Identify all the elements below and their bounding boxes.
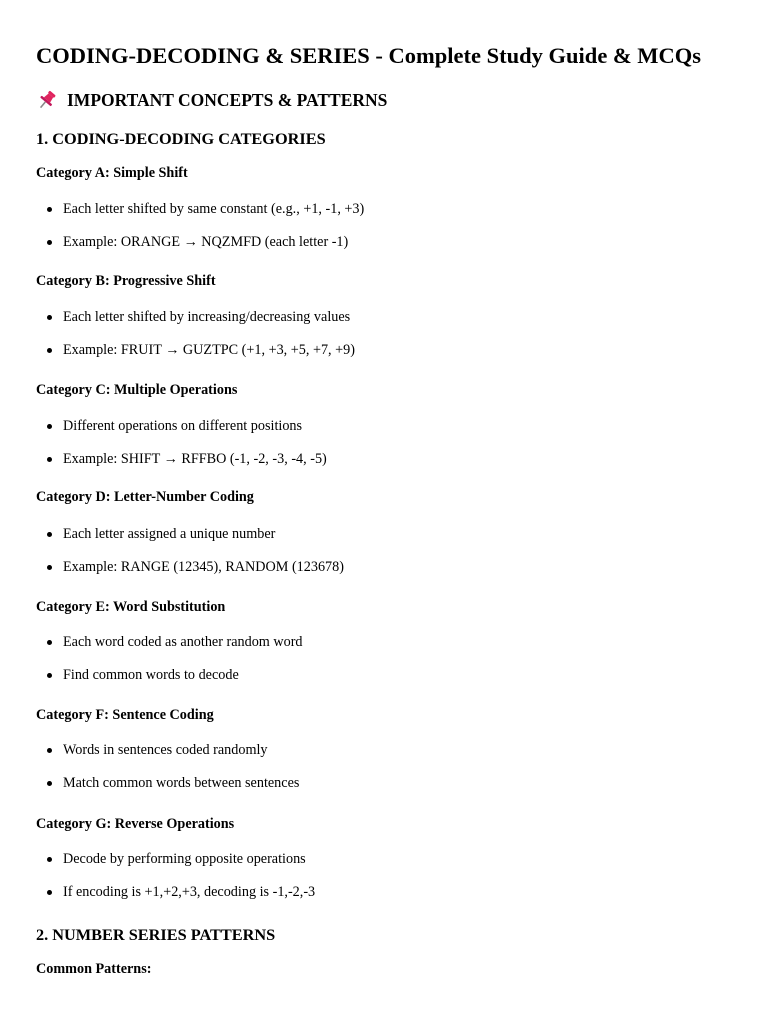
category-title: Category A: Simple Shift: [36, 165, 188, 181]
bullet-icon: [47, 348, 52, 353]
list-item: [36, 849, 306, 869]
document-title: CODING-DECODING & SERIES - Complete Study Guide & MCQs: [36, 43, 702, 68]
list-item: [36, 882, 315, 902]
list-item: [36, 199, 364, 219]
bullet-icon: [47, 673, 52, 678]
subsection-heading-coding: 1. CODING-DECODING CATEGORIES: [36, 129, 326, 148]
list-item-text: Each word coded as another random word: [63, 634, 303, 650]
list-item-text: Words in sentences coded randomly: [63, 742, 268, 758]
pushpin-icon: [36, 89, 58, 111]
list-item: [36, 665, 239, 685]
list-item: [36, 449, 327, 469]
category-title: Category D: Letter-Number Coding: [36, 489, 254, 505]
category-title: Category B: Progressive Shift: [36, 273, 216, 289]
list-item-text: Find common words to decode: [63, 667, 239, 683]
list-item-text: Different operations on different positions: [63, 418, 303, 434]
list-item: [36, 740, 268, 760]
list-item: [36, 307, 350, 327]
bullet-icon: [47, 640, 52, 645]
list-item-text: Each letter shifted by increasing/decreasing values: [63, 309, 351, 325]
list-item-text: Match common words between sentences: [63, 775, 300, 791]
common-patterns-label: Common Patterns:: [36, 961, 152, 977]
list-item: [36, 632, 303, 652]
list-item: [36, 232, 348, 252]
bullet-icon: [47, 240, 52, 245]
list-item-text: Example: RANGE (12345), RANDOM (123678): [63, 559, 344, 575]
bullet-icon: [47, 890, 52, 895]
list-item-text: Decode by performing opposite operations: [63, 851, 306, 867]
bullet-icon: [47, 781, 52, 786]
list-item: [36, 557, 344, 577]
subsection-heading-number-series: 2. NUMBER SERIES PATTERNS: [36, 925, 276, 944]
section-heading: [36, 87, 387, 113]
list-item-text: Each letter shifted by same constant (e.g., +1, -1, +3): [63, 201, 365, 217]
list-item: [36, 773, 299, 793]
list-item: [36, 524, 275, 544]
category-title: Category F: Sentence Coding: [36, 707, 214, 723]
category-title: Category G: Reverse Operations: [36, 816, 235, 832]
bullet-icon: [47, 457, 52, 462]
category-title: Category E: Word Substitution: [36, 599, 226, 615]
section-heading-text: IMPORTANT CONCEPTS & PATTERNS: [67, 90, 388, 110]
category-title: Category C: Multiple Operations: [36, 382, 238, 398]
list-item-text: Example: FRUIT → GUZTPC (+1, +3, +5, +7, +9): [63, 342, 355, 358]
list-item-text: Example: SHIFT → RFFBO (-1, -2, -3, -4, -5): [63, 451, 327, 467]
bullet-icon: [47, 857, 52, 862]
bullet-icon: [47, 315, 52, 320]
list-item-text: If encoding is +1,+2,+3, decoding is -1,-2,-3: [63, 884, 316, 900]
list-item-text: Example: ORANGE → NQZMFD (each letter -1): [63, 234, 349, 250]
bullet-icon: [47, 424, 52, 429]
bullet-icon: [47, 565, 52, 570]
list-item-text: Each letter assigned a unique number: [63, 526, 276, 542]
bullet-icon: [47, 748, 52, 753]
bullet-icon: [47, 207, 52, 212]
list-item: [36, 416, 302, 436]
list-item: [36, 340, 355, 360]
bullet-icon: [47, 532, 52, 537]
